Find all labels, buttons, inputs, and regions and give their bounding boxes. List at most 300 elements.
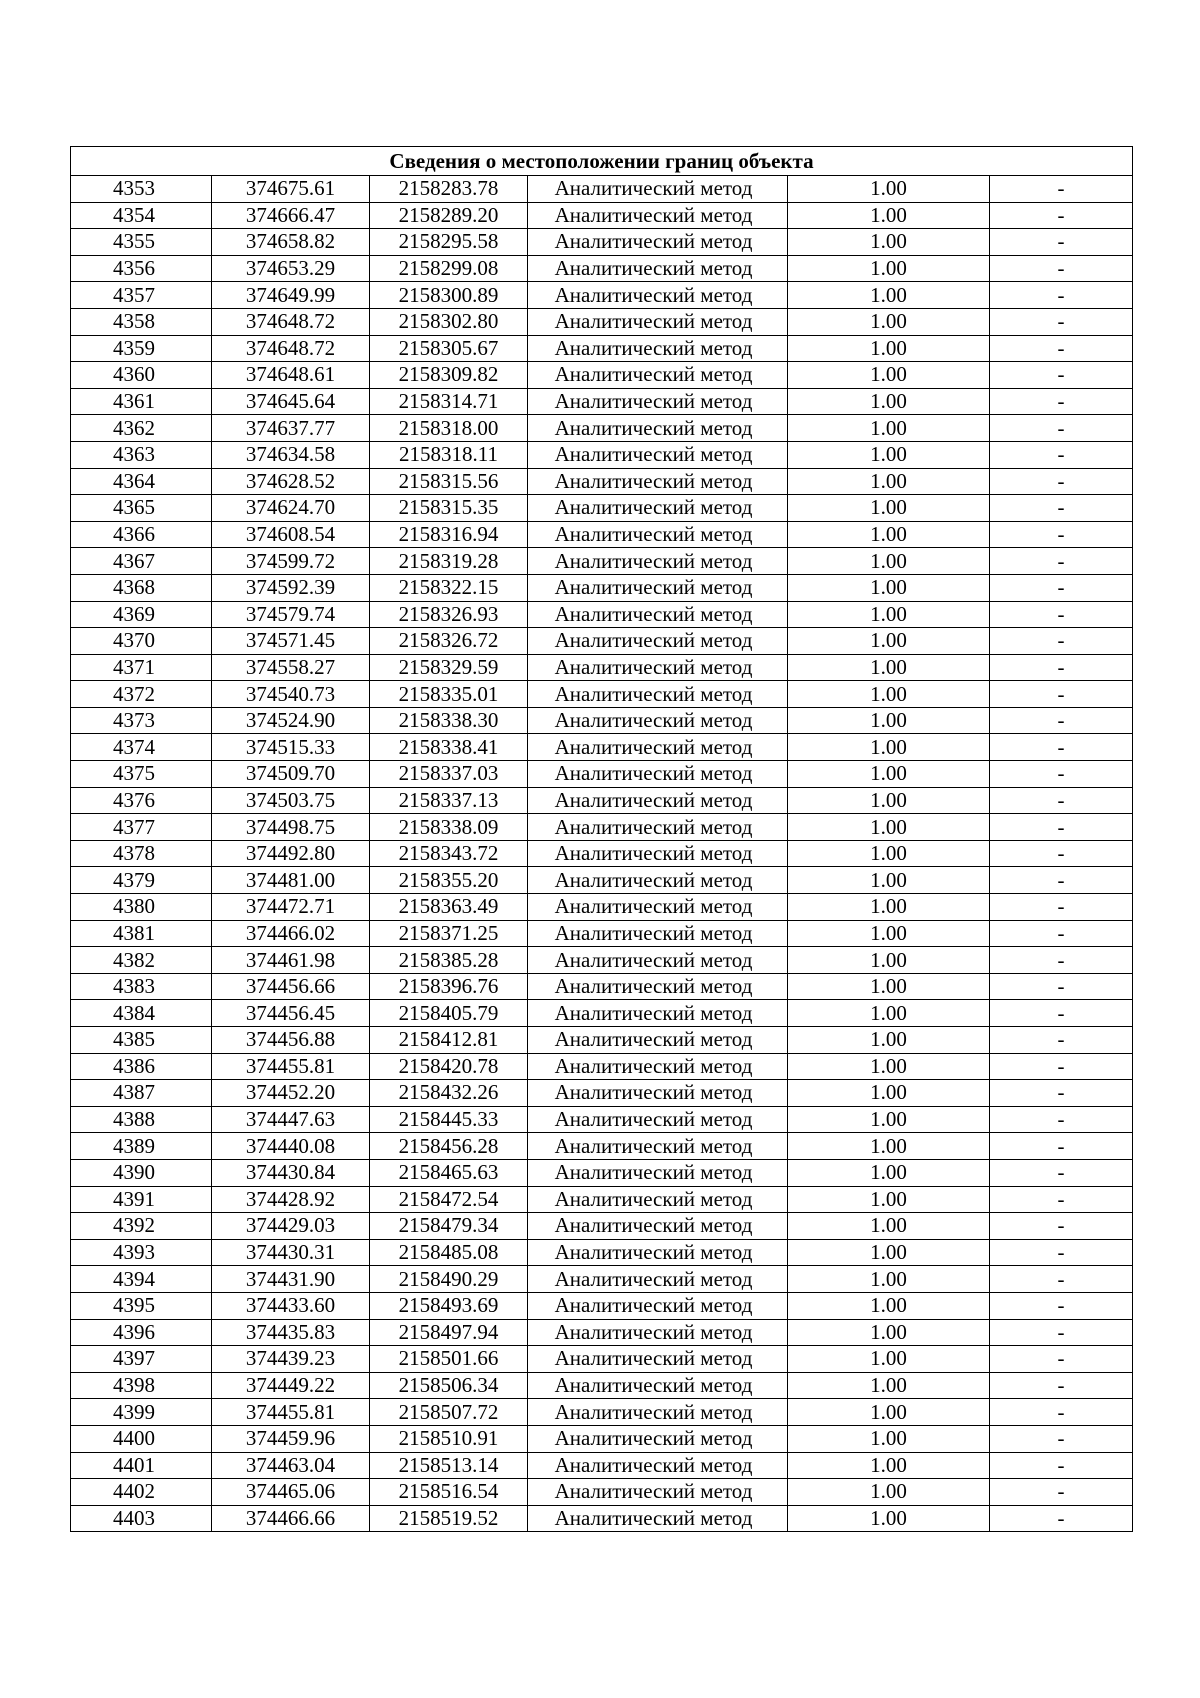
x-coordinate-cell: 374515.33 <box>212 734 370 761</box>
y-coordinate-cell: 2158338.41 <box>370 734 528 761</box>
precision-cell: 1.00 <box>788 495 990 522</box>
method-cell: Аналитический метод <box>528 548 788 575</box>
x-coordinate-cell: 374481.00 <box>212 867 370 894</box>
point-number-cell: 4381 <box>71 920 212 947</box>
method-cell: Аналитический метод <box>528 1452 788 1479</box>
precision-cell: 1.00 <box>788 388 990 415</box>
point-number-cell: 4375 <box>71 761 212 788</box>
table-row <box>71 1479 1133 1506</box>
method-cell: Аналитический метод <box>528 840 788 867</box>
precision-cell: 1.00 <box>788 441 990 468</box>
table-row <box>71 1372 1133 1399</box>
y-coordinate-cell: 2158343.72 <box>370 840 528 867</box>
table-row <box>71 1106 1133 1133</box>
precision-cell: 1.00 <box>788 415 990 442</box>
precision-cell: 1.00 <box>788 1346 990 1373</box>
method-cell: Аналитический метод <box>528 1346 788 1373</box>
point-number-cell: 4390 <box>71 1159 212 1186</box>
x-coordinate-cell: 374524.90 <box>212 707 370 734</box>
precision-cell: 1.00 <box>788 1080 990 1107</box>
x-coordinate-cell: 374431.90 <box>212 1266 370 1293</box>
x-coordinate-cell: 374608.54 <box>212 521 370 548</box>
table-row <box>71 894 1133 921</box>
table-row <box>71 362 1133 389</box>
point-number-cell: 4356 <box>71 255 212 282</box>
table-row <box>71 1399 1133 1426</box>
table-row <box>71 1239 1133 1266</box>
point-number-cell: 4400 <box>71 1425 212 1452</box>
method-cell: Аналитический метод <box>528 1159 788 1186</box>
point-number-cell: 4393 <box>71 1239 212 1266</box>
y-coordinate-cell: 2158315.56 <box>370 468 528 495</box>
boundary-coordinates-table <box>70 146 1133 1532</box>
precision-cell: 1.00 <box>788 867 990 894</box>
x-coordinate-cell: 374634.58 <box>212 441 370 468</box>
x-coordinate-cell: 374645.64 <box>212 388 370 415</box>
description-cell: - <box>990 574 1133 601</box>
x-coordinate-cell: 374430.31 <box>212 1239 370 1266</box>
method-cell: Аналитический метод <box>528 920 788 947</box>
method-cell: Аналитический метод <box>528 574 788 601</box>
y-coordinate-cell: 2158513.14 <box>370 1452 528 1479</box>
description-cell: - <box>990 947 1133 974</box>
point-number-cell: 4389 <box>71 1133 212 1160</box>
description-cell: - <box>990 1425 1133 1452</box>
method-cell: Аналитический метод <box>528 415 788 442</box>
method-cell: Аналитический метод <box>528 1425 788 1452</box>
x-coordinate-cell: 374628.52 <box>212 468 370 495</box>
x-coordinate-cell: 374624.70 <box>212 495 370 522</box>
description-cell: - <box>990 1080 1133 1107</box>
x-coordinate-cell: 374456.88 <box>212 1027 370 1054</box>
description-cell: - <box>990 1292 1133 1319</box>
point-number-cell: 4371 <box>71 654 212 681</box>
precision-cell: 1.00 <box>788 1372 990 1399</box>
description-cell: - <box>990 1133 1133 1160</box>
y-coordinate-cell: 2158510.91 <box>370 1425 528 1452</box>
point-number-cell: 4361 <box>71 388 212 415</box>
description-cell: - <box>990 814 1133 841</box>
method-cell: Аналитический метод <box>528 1372 788 1399</box>
precision-cell: 1.00 <box>788 176 990 203</box>
precision-cell: 1.00 <box>788 255 990 282</box>
point-number-cell: 4377 <box>71 814 212 841</box>
point-number-cell: 4384 <box>71 1000 212 1027</box>
x-coordinate-cell: 374452.20 <box>212 1080 370 1107</box>
description-cell: - <box>990 1159 1133 1186</box>
precision-cell: 1.00 <box>788 840 990 867</box>
description-cell: - <box>990 229 1133 256</box>
description-cell: - <box>990 202 1133 229</box>
x-coordinate-cell: 374492.80 <box>212 840 370 867</box>
description-cell: - <box>990 628 1133 655</box>
method-cell: Аналитический метод <box>528 362 788 389</box>
table-row <box>71 787 1133 814</box>
description-cell: - <box>990 920 1133 947</box>
y-coordinate-cell: 2158355.20 <box>370 867 528 894</box>
x-coordinate-cell: 374540.73 <box>212 681 370 708</box>
table-row <box>71 388 1133 415</box>
table-row <box>71 229 1133 256</box>
x-coordinate-cell: 374649.99 <box>212 282 370 309</box>
y-coordinate-cell: 2158516.54 <box>370 1479 528 1506</box>
point-number-cell: 4365 <box>71 495 212 522</box>
y-coordinate-cell: 2158302.80 <box>370 308 528 335</box>
y-coordinate-cell: 2158299.08 <box>370 255 528 282</box>
y-coordinate-cell: 2158319.28 <box>370 548 528 575</box>
point-number-cell: 4364 <box>71 468 212 495</box>
y-coordinate-cell: 2158493.69 <box>370 1292 528 1319</box>
point-number-cell: 4380 <box>71 894 212 921</box>
y-coordinate-cell: 2158479.34 <box>370 1213 528 1240</box>
method-cell: Аналитический метод <box>528 495 788 522</box>
method-cell: Аналитический метод <box>528 1319 788 1346</box>
table-row <box>71 1213 1133 1240</box>
table-row <box>71 1000 1133 1027</box>
y-coordinate-cell: 2158329.59 <box>370 654 528 681</box>
description-cell: - <box>990 1186 1133 1213</box>
description-cell: - <box>990 894 1133 921</box>
x-coordinate-cell: 374456.45 <box>212 1000 370 1027</box>
precision-cell: 1.00 <box>788 973 990 1000</box>
precision-cell: 1.00 <box>788 548 990 575</box>
precision-cell: 1.00 <box>788 1505 990 1532</box>
x-coordinate-cell: 374571.45 <box>212 628 370 655</box>
point-number-cell: 4385 <box>71 1027 212 1054</box>
precision-cell: 1.00 <box>788 601 990 628</box>
description-cell: - <box>990 840 1133 867</box>
precision-cell: 1.00 <box>788 308 990 335</box>
y-coordinate-cell: 2158309.82 <box>370 362 528 389</box>
method-cell: Аналитический метод <box>528 468 788 495</box>
description-cell: - <box>990 1266 1133 1293</box>
x-coordinate-cell: 374648.72 <box>212 335 370 362</box>
point-number-cell: 4368 <box>71 574 212 601</box>
table-row <box>71 548 1133 575</box>
point-number-cell: 4355 <box>71 229 212 256</box>
y-coordinate-cell: 2158501.66 <box>370 1346 528 1373</box>
y-coordinate-cell: 2158456.28 <box>370 1133 528 1160</box>
y-coordinate-cell: 2158385.28 <box>370 947 528 974</box>
description-cell: - <box>990 601 1133 628</box>
method-cell: Аналитический метод <box>528 308 788 335</box>
method-cell: Аналитический метод <box>528 1266 788 1293</box>
point-number-cell: 4360 <box>71 362 212 389</box>
method-cell: Аналитический метод <box>528 255 788 282</box>
precision-cell: 1.00 <box>788 202 990 229</box>
method-cell: Аналитический метод <box>528 787 788 814</box>
description-cell: - <box>990 548 1133 575</box>
description-cell: - <box>990 681 1133 708</box>
point-number-cell: 4383 <box>71 973 212 1000</box>
description-cell: - <box>990 707 1133 734</box>
precision-cell: 1.00 <box>788 1266 990 1293</box>
y-coordinate-cell: 2158316.94 <box>370 521 528 548</box>
table-body <box>71 147 1133 1532</box>
precision-cell: 1.00 <box>788 734 990 761</box>
method-cell: Аналитический метод <box>528 734 788 761</box>
table-row <box>71 920 1133 947</box>
point-number-cell: 4357 <box>71 282 212 309</box>
method-cell: Аналитический метод <box>528 1505 788 1532</box>
table-row <box>71 1159 1133 1186</box>
method-cell: Аналитический метод <box>528 202 788 229</box>
y-coordinate-cell: 2158318.00 <box>370 415 528 442</box>
precision-cell: 1.00 <box>788 574 990 601</box>
table-row <box>71 814 1133 841</box>
method-cell: Аналитический метод <box>528 1000 788 1027</box>
description-cell: - <box>990 1346 1133 1373</box>
description-cell: - <box>990 1239 1133 1266</box>
precision-cell: 1.00 <box>788 335 990 362</box>
x-coordinate-cell: 374439.23 <box>212 1346 370 1373</box>
x-coordinate-cell: 374675.61 <box>212 176 370 203</box>
description-cell: - <box>990 176 1133 203</box>
method-cell: Аналитический метод <box>528 1080 788 1107</box>
table-row <box>71 1319 1133 1346</box>
table-row <box>71 574 1133 601</box>
table-row <box>71 761 1133 788</box>
point-number-cell: 4391 <box>71 1186 212 1213</box>
precision-cell: 1.00 <box>788 468 990 495</box>
point-number-cell: 4387 <box>71 1080 212 1107</box>
table-row <box>71 176 1133 203</box>
precision-cell: 1.00 <box>788 1000 990 1027</box>
table-row <box>71 840 1133 867</box>
table-row <box>71 734 1133 761</box>
method-cell: Аналитический метод <box>528 229 788 256</box>
method-cell: Аналитический метод <box>528 388 788 415</box>
precision-cell: 1.00 <box>788 1425 990 1452</box>
table-row <box>71 628 1133 655</box>
x-coordinate-cell: 374466.66 <box>212 1505 370 1532</box>
precision-cell: 1.00 <box>788 761 990 788</box>
point-number-cell: 4395 <box>71 1292 212 1319</box>
method-cell: Аналитический метод <box>528 1186 788 1213</box>
table-row <box>71 973 1133 1000</box>
y-coordinate-cell: 2158322.15 <box>370 574 528 601</box>
precision-cell: 1.00 <box>788 1053 990 1080</box>
method-cell: Аналитический метод <box>528 707 788 734</box>
x-coordinate-cell: 374637.77 <box>212 415 370 442</box>
description-cell: - <box>990 495 1133 522</box>
description-cell: - <box>990 441 1133 468</box>
x-coordinate-cell: 374658.82 <box>212 229 370 256</box>
y-coordinate-cell: 2158338.30 <box>370 707 528 734</box>
table-row <box>71 282 1133 309</box>
x-coordinate-cell: 374459.96 <box>212 1425 370 1452</box>
x-coordinate-cell: 374440.08 <box>212 1133 370 1160</box>
table-row <box>71 1266 1133 1293</box>
table-row <box>71 308 1133 335</box>
precision-cell: 1.00 <box>788 1159 990 1186</box>
description-cell: - <box>990 787 1133 814</box>
x-coordinate-cell: 374579.74 <box>212 601 370 628</box>
table-row <box>71 601 1133 628</box>
table-row <box>71 1346 1133 1373</box>
y-coordinate-cell: 2158335.01 <box>370 681 528 708</box>
table-row <box>71 947 1133 974</box>
y-coordinate-cell: 2158326.72 <box>370 628 528 655</box>
point-number-cell: 4366 <box>71 521 212 548</box>
y-coordinate-cell: 2158405.79 <box>370 1000 528 1027</box>
table-row <box>71 1080 1133 1107</box>
description-cell: - <box>990 1053 1133 1080</box>
description-cell: - <box>990 1452 1133 1479</box>
point-number-cell: 4370 <box>71 628 212 655</box>
table-row <box>71 1027 1133 1054</box>
method-cell: Аналитический метод <box>528 282 788 309</box>
point-number-cell: 4354 <box>71 202 212 229</box>
point-number-cell: 4397 <box>71 1346 212 1373</box>
x-coordinate-cell: 374465.06 <box>212 1479 370 1506</box>
y-coordinate-cell: 2158283.78 <box>370 176 528 203</box>
table-row <box>71 202 1133 229</box>
x-coordinate-cell: 374503.75 <box>212 787 370 814</box>
x-coordinate-cell: 374449.22 <box>212 1372 370 1399</box>
method-cell: Аналитический метод <box>528 814 788 841</box>
x-coordinate-cell: 374592.39 <box>212 574 370 601</box>
table-row <box>71 255 1133 282</box>
x-coordinate-cell: 374433.60 <box>212 1292 370 1319</box>
precision-cell: 1.00 <box>788 521 990 548</box>
point-number-cell: 4353 <box>71 176 212 203</box>
x-coordinate-cell: 374455.81 <box>212 1053 370 1080</box>
x-coordinate-cell: 374430.84 <box>212 1159 370 1186</box>
method-cell: Аналитический метод <box>528 761 788 788</box>
point-number-cell: 4382 <box>71 947 212 974</box>
y-coordinate-cell: 2158507.72 <box>370 1399 528 1426</box>
description-cell: - <box>990 654 1133 681</box>
description-cell: - <box>990 1027 1133 1054</box>
table-row <box>71 335 1133 362</box>
table-row <box>71 1425 1133 1452</box>
y-coordinate-cell: 2158305.67 <box>370 335 528 362</box>
point-number-cell: 4373 <box>71 707 212 734</box>
precision-cell: 1.00 <box>788 1452 990 1479</box>
y-coordinate-cell: 2158315.35 <box>370 495 528 522</box>
y-coordinate-cell: 2158465.63 <box>370 1159 528 1186</box>
description-cell: - <box>990 1479 1133 1506</box>
table-row <box>71 1505 1133 1532</box>
method-cell: Аналитический метод <box>528 681 788 708</box>
point-number-cell: 4358 <box>71 308 212 335</box>
description-cell: - <box>990 1319 1133 1346</box>
table-row <box>71 681 1133 708</box>
precision-cell: 1.00 <box>788 1479 990 1506</box>
precision-cell: 1.00 <box>788 282 990 309</box>
description-cell: - <box>990 1505 1133 1532</box>
method-cell: Аналитический метод <box>528 654 788 681</box>
method-cell: Аналитический метод <box>528 947 788 974</box>
description-cell: - <box>990 867 1133 894</box>
method-cell: Аналитический метод <box>528 894 788 921</box>
method-cell: Аналитический метод <box>528 1213 788 1240</box>
point-number-cell: 4398 <box>71 1372 212 1399</box>
method-cell: Аналитический метод <box>528 1027 788 1054</box>
y-coordinate-cell: 2158326.93 <box>370 601 528 628</box>
x-coordinate-cell: 374463.04 <box>212 1452 370 1479</box>
description-cell: - <box>990 1213 1133 1240</box>
y-coordinate-cell: 2158396.76 <box>370 973 528 1000</box>
precision-cell: 1.00 <box>788 947 990 974</box>
method-cell: Аналитический метод <box>528 601 788 628</box>
x-coordinate-cell: 374653.29 <box>212 255 370 282</box>
point-number-cell: 4394 <box>71 1266 212 1293</box>
precision-cell: 1.00 <box>788 814 990 841</box>
description-cell: - <box>990 1106 1133 1133</box>
x-coordinate-cell: 374498.75 <box>212 814 370 841</box>
description-cell: - <box>990 362 1133 389</box>
x-coordinate-cell: 374509.70 <box>212 761 370 788</box>
precision-cell: 1.00 <box>788 1133 990 1160</box>
precision-cell: 1.00 <box>788 362 990 389</box>
method-cell: Аналитический метод <box>528 1399 788 1426</box>
point-number-cell: 4401 <box>71 1452 212 1479</box>
precision-cell: 1.00 <box>788 628 990 655</box>
x-coordinate-cell: 374666.47 <box>212 202 370 229</box>
point-number-cell: 4388 <box>71 1106 212 1133</box>
point-number-cell: 4362 <box>71 415 212 442</box>
point-number-cell: 4379 <box>71 867 212 894</box>
x-coordinate-cell: 374429.03 <box>212 1213 370 1240</box>
y-coordinate-cell: 2158412.81 <box>370 1027 528 1054</box>
y-coordinate-cell: 2158497.94 <box>370 1319 528 1346</box>
y-coordinate-cell: 2158337.13 <box>370 787 528 814</box>
method-cell: Аналитический метод <box>528 335 788 362</box>
point-number-cell: 4376 <box>71 787 212 814</box>
y-coordinate-cell: 2158371.25 <box>370 920 528 947</box>
table-title: Сведения о местоположении границ объекта <box>71 147 1133 176</box>
method-cell: Аналитический метод <box>528 1106 788 1133</box>
table-row <box>71 441 1133 468</box>
method-cell: Аналитический метод <box>528 973 788 1000</box>
x-coordinate-cell: 374558.27 <box>212 654 370 681</box>
description-cell: - <box>990 255 1133 282</box>
table-row <box>71 1186 1133 1213</box>
x-coordinate-cell: 374599.72 <box>212 548 370 575</box>
table-title-row <box>71 147 1133 176</box>
precision-cell: 1.00 <box>788 1213 990 1240</box>
y-coordinate-cell: 2158289.20 <box>370 202 528 229</box>
point-number-cell: 4403 <box>71 1505 212 1532</box>
precision-cell: 1.00 <box>788 1319 990 1346</box>
point-number-cell: 4369 <box>71 601 212 628</box>
y-coordinate-cell: 2158519.52 <box>370 1505 528 1532</box>
method-cell: Аналитический метод <box>528 176 788 203</box>
description-cell: - <box>990 282 1133 309</box>
table-row <box>71 495 1133 522</box>
description-cell: - <box>990 1000 1133 1027</box>
x-coordinate-cell: 374447.63 <box>212 1106 370 1133</box>
method-cell: Аналитический метод <box>528 1292 788 1319</box>
description-cell: - <box>990 521 1133 548</box>
x-coordinate-cell: 374435.83 <box>212 1319 370 1346</box>
precision-cell: 1.00 <box>788 787 990 814</box>
y-coordinate-cell: 2158420.78 <box>370 1053 528 1080</box>
method-cell: Аналитический метод <box>528 521 788 548</box>
point-number-cell: 4372 <box>71 681 212 708</box>
description-cell: - <box>990 1372 1133 1399</box>
description-cell: - <box>990 388 1133 415</box>
table-row <box>71 1452 1133 1479</box>
y-coordinate-cell: 2158490.29 <box>370 1266 528 1293</box>
description-cell: - <box>990 468 1133 495</box>
precision-cell: 1.00 <box>788 1106 990 1133</box>
method-cell: Аналитический метод <box>528 441 788 468</box>
method-cell: Аналитический метод <box>528 1239 788 1266</box>
precision-cell: 1.00 <box>788 707 990 734</box>
